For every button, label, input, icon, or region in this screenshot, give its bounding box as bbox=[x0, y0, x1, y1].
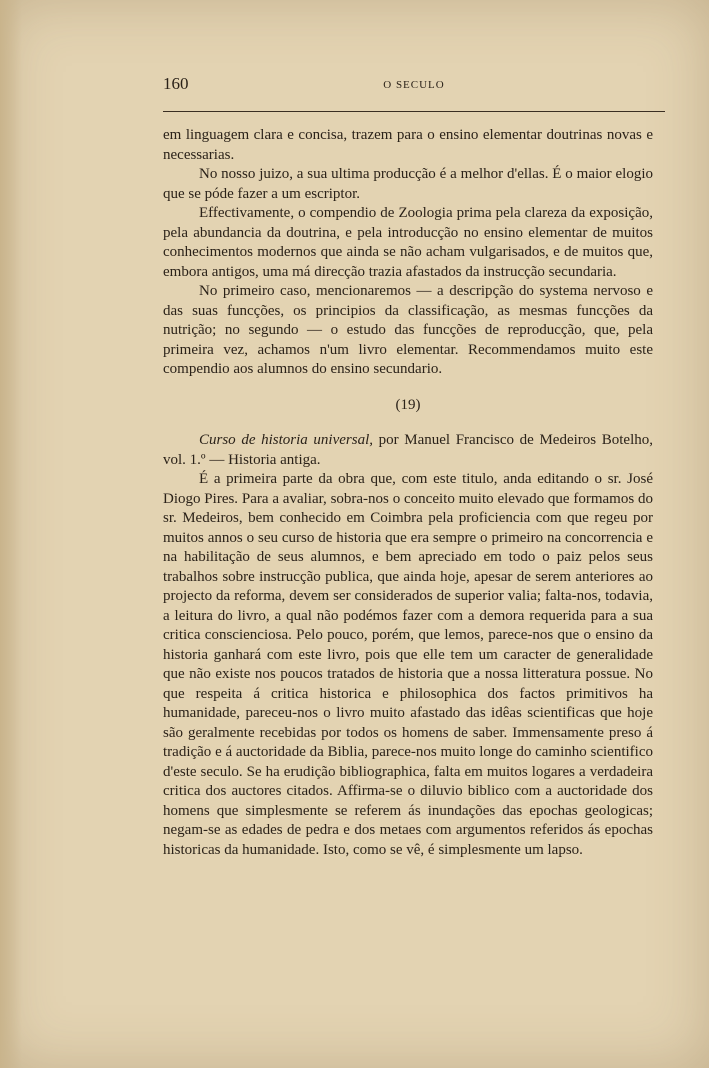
section-number: (19) bbox=[395, 396, 421, 413]
paragraph: Effectivamente, o compendio de Zoologia prima pela clareza da exposição, pela abundancia da doutrina, e pela introducção no ensino elementar de muitos conhecimentos modernos que ainda se não acham vulgarisados, e de muitos que, embora antigos, uma má direcção trazia afastados da instrucção secundaria. bbox=[163, 205, 653, 280]
page-header bbox=[163, 74, 665, 98]
running-title: O SECULO bbox=[383, 79, 445, 91]
paragraph: No nosso juizo, a sua ultima producção é a melhor d'ellas. É o maior elogio que se póde fazer a um escriptor. bbox=[163, 166, 653, 202]
book-details: por Manuel Francisco de Medeiros Botelho, vol. 1.º — Historia antiga. bbox=[163, 432, 653, 468]
book-title: Curso de historia universal, bbox=[199, 432, 373, 448]
bibliographic-entry bbox=[163, 431, 653, 470]
paragraph: É a primeira parte da obra que, com este titulo, anda editando o sr. José Diogo Pires. Para a avaliar, sobra-nos o conceito muito elevado que formamos do sr. Medeiros, bem conhecido em Coimbra pela proficiencia com que regeu por muitos annos o seu curso de historia que era sempre o primeiro na concorrencia e na habilitação de seus alumnos, e bem apreciado em todo o paiz pelos seus trabalhos sobre instrucção publica, que ainda hoje, apesar de serem anteriores ao projecto da reforma, devem ser considerados de superior valia; falta-nos, todavia, a leitura do livro, a qual não podémos fazer com a demora requerida para a sua critica conscienciosa. Pelo pouco, porém, que lemos, parece-nos que o ensino da historia ganhará com este livro, pois que elle tem um caracter de generalidade que não existe nos poucos tratados de historia que a nossa litteratura possue. No que respeita á critica historica e philosophica dos factos primitivos ha humanidade, pareceu-nos o livro muito afastado das idêas scientificas que hoje são geralmente recebidas por todos os homens de saber. Immensamente preso á tradição e á auctoridade da Biblia, parece-nos muito longe do caminho scientifico d'este seculo. Se ha erudição bibliographica, falta em muitos logares a verdadeira critica dos auctores citados. Affirma-se o diluvio biblico com a auctoridade dos homens que simplesmente se referem ás inundações das epochas geologicas; negam-se as edades de pedra e dos metaes com argumentos referidos ás epochas historicas da humanidade. Isto, como se vê, é simplesmente um lapso. bbox=[163, 471, 653, 858]
header-rule bbox=[163, 111, 665, 112]
page-number: 160 bbox=[163, 74, 189, 93]
paragraph: em linguagem clara e concisa, trazem para o ensino elementar doutrinas novas e necessarias. bbox=[163, 127, 653, 163]
paragraph: No primeiro caso, mencionaremos — a descripção do systema nervoso e das suas funcções, os principios da classificação, as mesmas funcções da nutrição; no segundo — o estudo das funcções de reproducção, que, pela primeira vez, achamos n'um livro elementar. Recommendamos muito este compendio aos alumnos do ensino secundario. bbox=[163, 283, 653, 377]
page-body bbox=[163, 126, 653, 860]
page-fold-shadow bbox=[0, 0, 22, 1068]
